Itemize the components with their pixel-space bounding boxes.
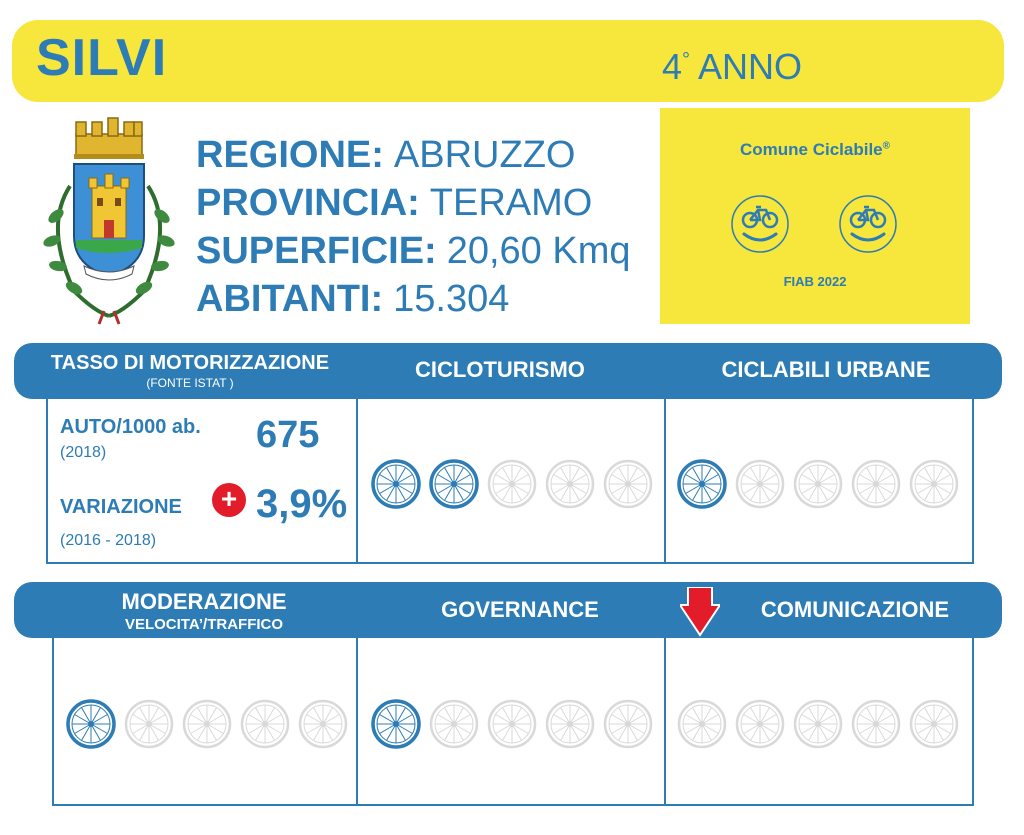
moderazione-subtitle: VELOCITA’/TRAFFICO	[124, 616, 284, 633]
plus-circle-icon: +	[212, 483, 246, 517]
motorizzazione-source: (FONTE ISTAT )	[146, 376, 234, 390]
bicycle-wheel-icon	[123, 698, 175, 750]
ciclabili-title: CICLABILI URBANE	[721, 357, 931, 382]
bicycle-wheel-icon	[850, 698, 902, 750]
bicycle-wheel-icon	[486, 698, 538, 750]
variazione-years: (2016 - 2018)	[60, 532, 157, 549]
bicycle-wheel-icon	[850, 458, 902, 510]
badge-footer: FIAB 2022	[783, 274, 847, 289]
down-arrow-icon	[680, 587, 720, 637]
section-bar-2	[14, 582, 1002, 638]
bicycle-wheel-icon	[428, 698, 480, 750]
info-regione: REGIONE: ABRUZZO	[196, 134, 576, 176]
bicycle-wheel-icon	[370, 698, 422, 750]
bicycle-wheel-icon	[486, 458, 538, 510]
auto-value: 675	[256, 414, 320, 456]
bicycle-wheel-icon	[370, 458, 422, 510]
bicycle-wheel-icon	[734, 698, 786, 750]
bicycle-wheel-icon	[544, 698, 596, 750]
bicycle-wheel-icon	[297, 698, 349, 750]
bicycle-wheel-icon	[544, 458, 596, 510]
year-degree: °	[682, 49, 691, 71]
bicycle-wheel-icon	[676, 458, 728, 510]
bicycle-wheel-icon	[428, 458, 480, 510]
motorizzazione-title: TASSO DI MOTORIZZAZIONE	[50, 352, 330, 374]
auto-label: AUTO/1000 ab.	[60, 416, 201, 438]
governance-title: GOVERNANCE	[441, 597, 599, 622]
comune-ciclabile-badge	[660, 108, 970, 324]
year-label	[662, 46, 802, 88]
bicycle-wheel-icon	[181, 698, 233, 750]
cicloturismo-title: CICLOTURISMO	[415, 357, 585, 382]
coat-of-arms-icon	[34, 116, 184, 326]
city-name: SILVI	[36, 29, 168, 87]
smiling-bicycle-icon	[730, 194, 790, 254]
bicycle-wheel-icon	[65, 698, 117, 750]
city-info	[196, 131, 631, 323]
bicycle-wheel-icon	[602, 698, 654, 750]
bicycle-wheel-icon	[792, 458, 844, 510]
bicycle-wheel-icon	[734, 458, 786, 510]
comunicazione-title: COMUNICAZIONE	[760, 597, 950, 622]
header-bar	[12, 20, 1004, 102]
variazione-value: 3,9%	[256, 482, 348, 526]
year-text: ANNO	[698, 46, 803, 87]
bicycle-wheel-icon	[792, 698, 844, 750]
info-abitanti: ABITANTI: 15.304	[196, 278, 510, 320]
bicycle-wheel-icon	[908, 698, 960, 750]
variazione-label: VARIAZIONE	[60, 496, 182, 518]
bicycle-wheel-icon	[602, 458, 654, 510]
smiling-bicycle-icon	[838, 194, 898, 254]
badge-title: Comune Ciclabile®	[739, 140, 890, 159]
bicycle-wheel-icon	[239, 698, 291, 750]
bicycle-wheel-icon	[676, 698, 728, 750]
info-superficie: SUPERFICIE: 20,60 Kmq	[196, 230, 631, 272]
info-provincia: PROVINCIA: TERAMO	[196, 182, 593, 224]
section-bar-1	[14, 343, 1002, 399]
year-number: 4	[662, 46, 683, 87]
bicycle-wheel-icon	[908, 458, 960, 510]
auto-year: (2018)	[60, 444, 107, 461]
moderazione-title: MODERAZIONE	[121, 589, 287, 614]
